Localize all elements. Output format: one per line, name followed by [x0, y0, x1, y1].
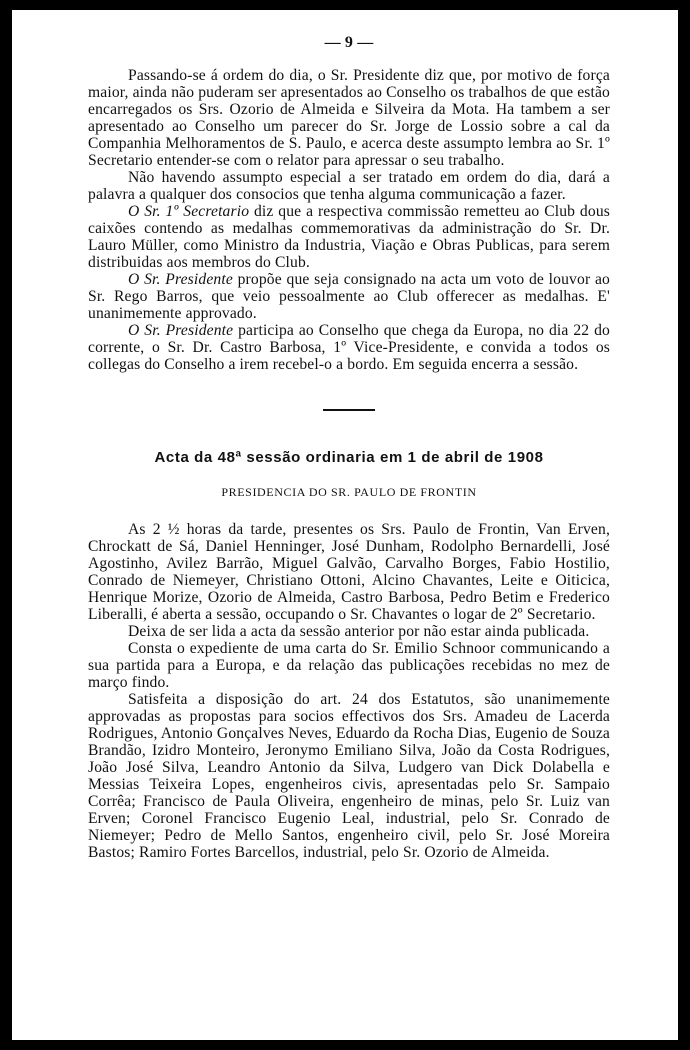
paragraph-text: diz que a respectiva commissão remetteu ao Club dous caixões contendo as medalhas commemorativas da administração do Sr. Dr. Lauro Müller, como Ministro da Industria, Viação e Obras Publicas, para serem distribuidas aos membros do Club. [88, 203, 610, 271]
speaker: O Sr. Presidente [128, 322, 234, 339]
speaker: O Sr. Presidente [128, 271, 233, 288]
paragraph: Não havendo assumpto especial a ser tratado em ordem do dia, dará a palavra a qualquer dos consocios que tenha alguma communicação a fazer. [88, 169, 610, 203]
paragraph: Passando-se á ordem do dia, o Sr. Presidente diz que, por motivo de força maior, ainda não puderam ser apresentados ao Conselho os trabalhos de que estão encarregados os Srs. Ozorio de Almeida e Silveira da Mota. Ha tambem a ser apresentado ao Conselho um parecer do Sr. Jorge de Lossio sobre a cal da Companhia Melhoramentos de S. Paulo, e acerca deste assumpto lembra ao Sr. 1º Secretario entender-se com o relator para apressar o seu trabalho. [88, 67, 610, 169]
page [12, 10, 678, 1040]
paragraph [88, 203, 610, 271]
document-body [88, 34, 610, 861]
paragraph-text: participa ao Conselho que chega da Europa, no dia 22 do corrente, o Sr. Dr. Castro Barbosa, 1º Vice-Presidente, e convida a todos os collegas do Conselho a irem recebel-o a bordo. Em seguida encerra a sessão. [88, 322, 610, 373]
paragraph [88, 322, 610, 373]
section-divider [323, 409, 375, 411]
page-number: — 9 — [324, 34, 374, 51]
paragraph: Deixa de ser lida a acta da sessão anterior por não estar ainda publicada. [128, 623, 590, 640]
acta-title: Acta da 48ª sessão ordinaria em 1 de abril de 1908 [154, 449, 544, 466]
paragraph: As 2 ½ horas da tarde, presentes os Srs. Paulo de Frontin, Van Erven, Chrockatt de Sá, Daniel Henninger, José Dunham, Rodolpho Bernardelli, José Agostinho, Avilez Barrão, Miguel Galvão, Carvalho Borges, Fabio Hostilio, Conrado de Niemeyer, Christiano Ottoni, Alcino Chavantes, Leite e Oiticica, Henrique Morize, Ozorio de Almeida, Castro Barbosa, Pedro Betim e Frederico Liberalli, é aberta a sessão, occupando o Sr. Chavantes o logar de 2º Secretario. [88, 521, 610, 623]
paragraph: Consta o expediente de uma carta do Sr. Emilio Schnoor communicando a sua partida para a Europa, e da relação das publicações recebidas no mez de março findo. [88, 640, 610, 691]
paragraph: Satisfeita a disposição do art. 24 dos Estatutos, são unanimemente approvadas as propostas para socios effectivos dos Srs. Amadeu de Lacerda Rodrigues, Antonio Gonçalves Neves, Eduardo da Rocha Dias, Eugenio de Souza Brandão, Izidro Monteiro, Jeronymo Emiliano Silva, João da Costa Rodrigues, João José Silva, Leandro Antonio da Silva, Ludgero van Dick Dolabella e Messias Teixeira Lopes, engenheiros civis, apresentadas pelo Sr. Sampaio Corrêa; Francisco de Paula Oliveira, engenheiro de minas, pelo Sr. Luiz van Erven; Coronel Francisco Eugenio Leal, industrial, pelo Sr. Conrado de Niemeyer; Pedro de Mello Santos, engenheiro civil, pelo Sr. José Moreira Bastos; Ramiro Fortes Barcellos, industrial, pelo Sr. Ozorio de Almeida. [88, 691, 610, 861]
speaker: O Sr. 1º Secretario [128, 203, 250, 220]
paragraph [88, 271, 610, 322]
paragraph-text: propõe que seja consignado na acta um voto de louvor ao Sr. Rego Barros, que veio pessoalmente ao Club offerecer as medalhas. E' unanimemente approvado. [88, 271, 610, 322]
presidencia-line: PRESIDENCIA DO SR. PAULO DE FRONTIN [221, 485, 477, 499]
